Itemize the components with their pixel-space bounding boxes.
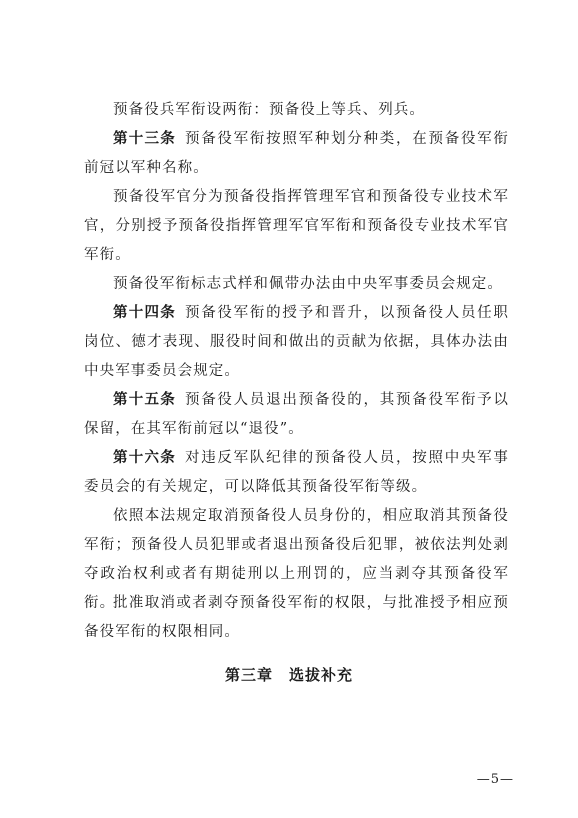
article-number: 第十四条 xyxy=(113,305,176,321)
paragraph-text: 对违反军队纪律的预备役人员，按照中央军事委员会的有关规定，可以降低其预备役军衔等级。 xyxy=(84,450,510,495)
paragraph-3 xyxy=(84,183,509,270)
chapter-heading xyxy=(0,664,578,685)
chapter-title: 选拔补充 xyxy=(289,666,354,684)
chapter-number: 第三章 xyxy=(224,666,273,684)
paragraph-4 xyxy=(84,270,509,299)
paragraph-2 xyxy=(84,125,509,183)
article-number: 第十三条 xyxy=(113,131,176,147)
paragraph-text: 依照本法规定取消预备役人员身份的，相应取消其预备役军衔；预备役人员犯罪或者退出预备役后犯罪，被依法判处剥夺政治权利或者有期徒刑以上刑罚的，应当剥夺其预备役军衔。 xyxy=(84,508,509,611)
paragraph-6 xyxy=(84,386,509,444)
paragraph-5 xyxy=(84,299,509,386)
paragraph-1 xyxy=(84,96,509,125)
article-number: 第十六条 xyxy=(113,450,176,466)
paragraph-9 xyxy=(84,589,509,647)
paragraph-text: 预备役军衔的授予和晋升，以预备役人员任职岗位、德才表现、服役时间和做出的贡献为依据，具体办法由中央军事委员会规定。 xyxy=(84,305,510,379)
paragraph-text: 预备役人员退出预备役的，其预备役军衔予以保留，在其军衔前冠以“退役”。 xyxy=(84,392,510,437)
paragraph-text: 批准取消或者剥夺预备役军衔的权限，与批准授予相应预备役军衔的权限相同。 xyxy=(84,595,509,640)
article-number: 第十五条 xyxy=(113,392,176,408)
paragraph-text: 预备役军衔按照军种划分种类，在预备役军衔前冠以军种名称。 xyxy=(84,131,510,176)
paragraph-text: 预备役军衔标志式样和佩带办法由中央军事委员会规定。 xyxy=(113,276,503,292)
paragraph-7 xyxy=(84,444,509,502)
paragraph-text: 预备役军官分为预备役指挥管理军官和预备役专业技术军官，分别授予预备役指挥管理军官军衔和预备役专业技术军官军衔。 xyxy=(84,189,509,263)
page-number: —5— xyxy=(476,772,514,787)
paragraph-text: 预备役兵军衔设两衔：预备役上等兵、列兵。 xyxy=(113,102,425,118)
